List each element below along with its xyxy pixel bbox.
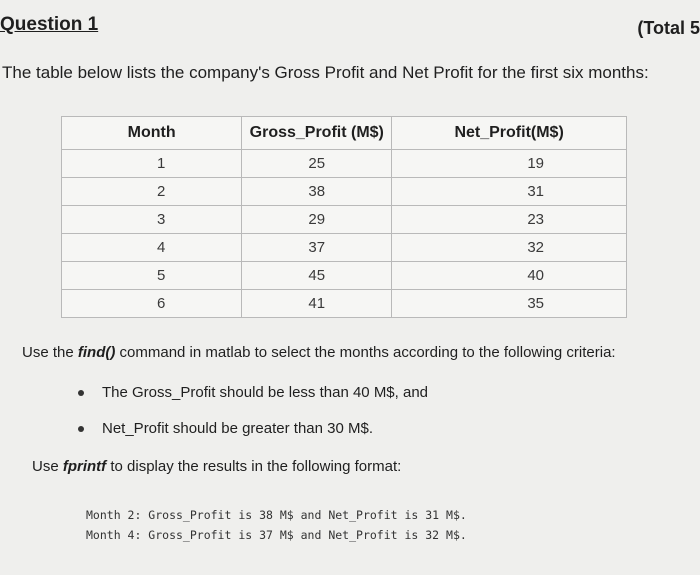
output-line: Month 4: Gross_Profit is 37 M$ and Net_Profit is 32 M$.: [86, 528, 467, 542]
table-row: [62, 262, 627, 290]
find-instruction: [22, 344, 616, 361]
criteria-list: [70, 375, 428, 447]
find-prefix: Use the: [22, 344, 78, 361]
intro-text: The table below lists the company's Gross Profit and Net Profit for the first six months:: [2, 63, 649, 82]
cell-month: 2: [62, 178, 242, 206]
table-row: [62, 178, 627, 206]
table-header-row: [62, 117, 627, 150]
cell-gross-profit: 41: [242, 290, 392, 318]
cell-month: 4: [62, 234, 242, 262]
cell-month: 1: [62, 150, 242, 178]
fprintf-suffix: to display the results in the following format:: [106, 458, 402, 475]
question-total-label: (Total 5: [637, 18, 700, 38]
cell-net-profit: 31: [392, 178, 627, 206]
cell-gross-profit: 29: [242, 206, 392, 234]
cell-month: 5: [62, 262, 242, 290]
table-row: [62, 206, 627, 234]
header-gross-profit: Gross_Profit (M$): [242, 117, 392, 150]
fprintf-command: fprintf: [62, 458, 107, 475]
profit-table: [61, 116, 627, 318]
output-line: Month 2: Gross_Profit is 38 M$ and Net_Profit is 31 M$.: [86, 508, 467, 522]
header-net-profit: Net_Profit(M$): [392, 117, 627, 150]
cell-net-profit: 40: [392, 262, 627, 290]
cell-net-profit: 19: [392, 150, 627, 178]
cell-month: 3: [62, 206, 242, 234]
cell-net-profit: 23: [392, 206, 627, 234]
cell-gross-profit: 45: [242, 262, 392, 290]
cell-gross-profit: 38: [242, 178, 392, 206]
cell-net-profit: 32: [392, 234, 627, 262]
table-row: [62, 290, 627, 318]
find-command: find(): [77, 344, 116, 361]
table-row: [62, 150, 627, 178]
sample-output: [86, 505, 467, 545]
question-title: Question 1: [0, 14, 99, 35]
table-row: [62, 234, 627, 262]
list-item: The Gross_Profit should be less than 40 M$, and: [70, 375, 428, 411]
cell-gross-profit: 25: [242, 150, 392, 178]
cell-month: 6: [62, 290, 242, 318]
cell-gross-profit: 37: [242, 234, 392, 262]
fprintf-prefix: Use: [32, 458, 63, 475]
cell-net-profit: 35: [392, 290, 627, 318]
header-month: Month: [62, 117, 242, 150]
find-suffix: command in matlab to select the months according to the following criteria:: [115, 344, 616, 361]
fprintf-instruction: [32, 458, 401, 475]
list-item: Net_Profit should be greater than 30 M$.: [70, 411, 428, 447]
